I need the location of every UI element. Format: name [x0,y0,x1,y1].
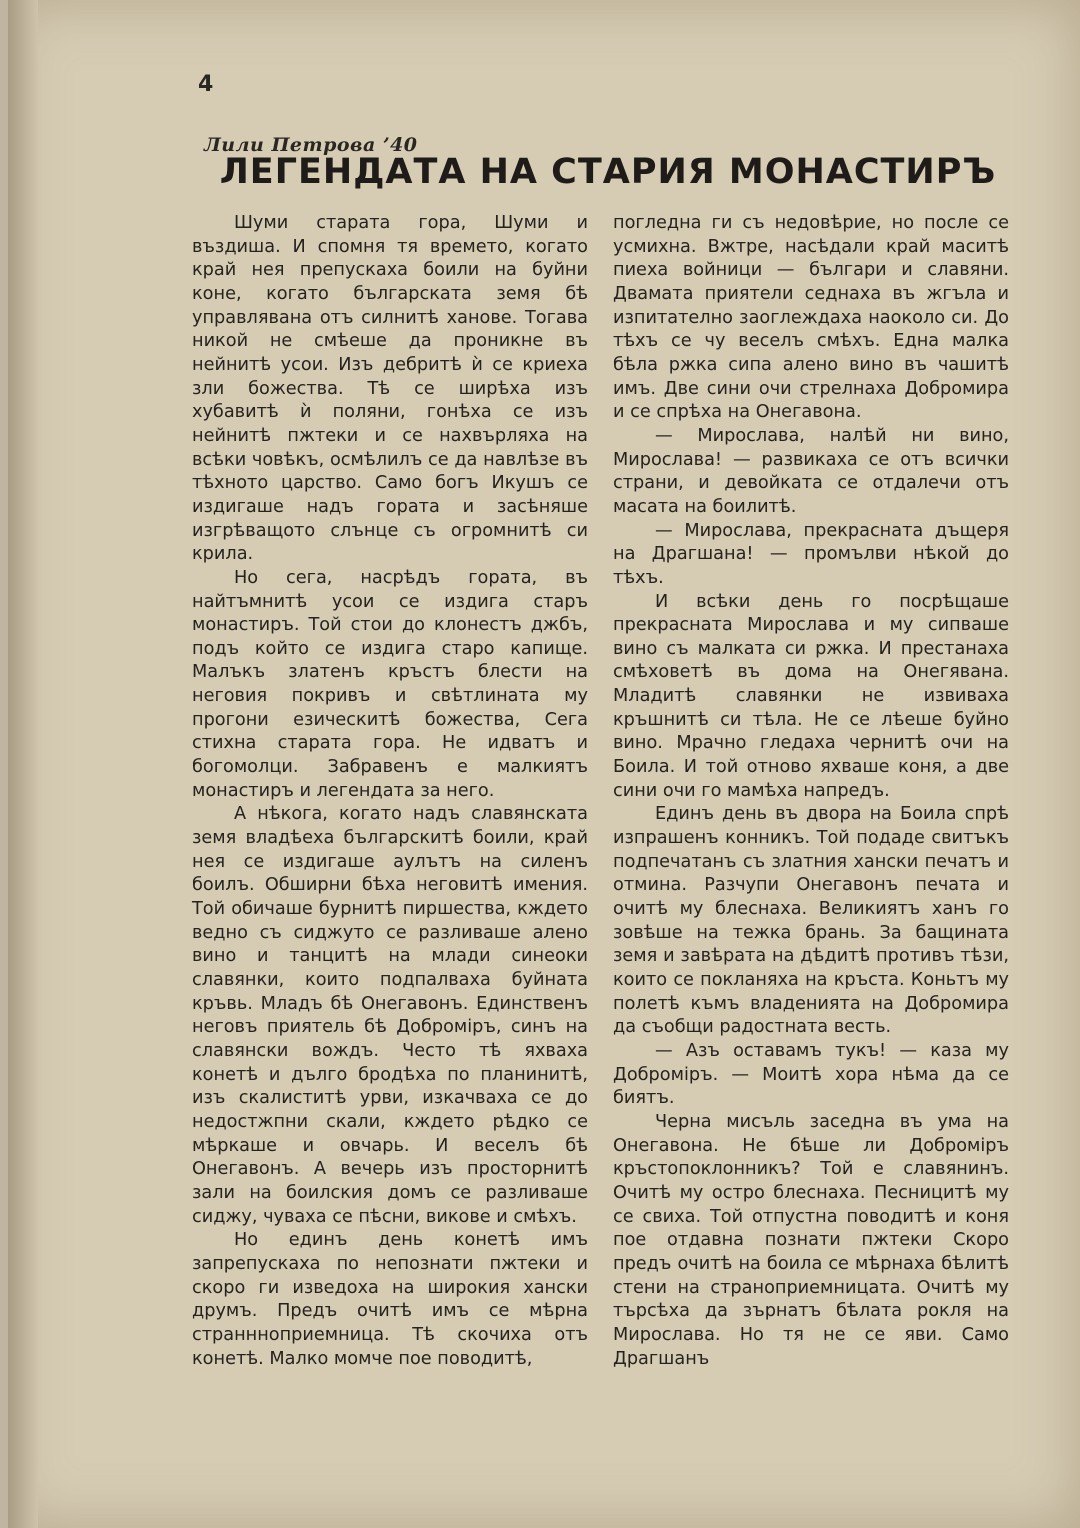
paragraph: погледна ги съ недовѣрие, но после се усмихна. Вжтре, насѣдали край маситѣ пиеха войници — българи и славяни. Двамата приятели седнаха въ жгъла и изпитателно заоглеждаха наоколо си. До тѣхъ се чу веселъ смѣхъ. Една малка бѣла ржка сипа алено вино въ чашитѣ имъ. Две сини очи стрелнаха Добромира и се спрѣха на Онегавона. [613,213,1009,423]
left-column [192,212,588,1371]
page-edge [8,0,38,1528]
paragraph: А нѣкога, когато надъ славянската земя владѣеха българскитѣ боили, край нея се издигаше аулътъ на силенъ боилъ. Обширни бѣха неговитѣ имения. Той обичаше бурнитѣ пиршества, кждето ведно съ сиджуто се разливаше алено вино и танцитѣ на млади синеоки славянки, които подпалваха буйната кръвь. Младъ бѣ Онегавонъ. Единственъ неговъ приятель бѣ Доброміръ, синъ на славянски вождъ. Често тѣ яхваха конетѣ и дълго бродѣха по планинитѣ, изъ скалиститѣ урви, изкачваха се до недостжпни скали, кждето рѣдко се мѣркаше и овчарь. И веселъ бѣ Онегавонъ. А вечерь изъ просторнитѣ зали на боилския домъ се разливаше сиджу, чуваха се пѣсни, викове и смѣхъ. [192,804,588,1227]
article-title: ЛЕГЕНДАТА НА СТАРИЯ МОНАСТИРЪ [219,152,997,192]
author-byline: Лили Петрова ’40 [204,134,418,156]
paragraph: — Мирослава, налѣй ни вино, Мирослава! — развикаха се отъ всички страни, и девойката се отдалечи отъ масата на боилитѣ. [613,425,1009,517]
paragraph: — Азъ оставамъ тукъ! — каза му Доброміръ. — Моитѣ хора нѣма да се биятъ. [613,1040,1009,1109]
paragraph: Черна мисъль заседна въ ума на Онегавона. Не бѣше ли Доброміръ кръстопоклонникъ? Той е славянинъ. Очитѣ му остро блеснаха. Песницитѣ му се свиха. Той отпустна поводитѣ и коня пое отдавна познати пжтеки Скоро предъ очитѣ на боила се мѣрнаха бѣлитѣ стени на страноприемницата. Очитѣ му търсѣха да зърнатъ бѣлата рокля на Мирослава. Но тя не се яви. Само Драгшанъ [613,1111,1009,1369]
paragraph: И всѣки день го посрѣщаше прекрасната Мирослава и му сипваше вино съ малката си ржка. И престанаха смѣховетѣ въ дома на Онегявана. Младитѣ славянки не извиваха кръшнитѣ си тѣла. Не се лѣеше буйно вино. Мрачно гледаха чернитѣ очи на Боила. И той отново яхваше коня, а две сини очи го мамѣха напредъ. [613,591,1009,801]
paragraph: Но единъ день конетѣ имъ запрепускаха по непознати пжтеки и скоро ги изведоха на широкия хански друмъ. Предъ очитѣ имъ се мѣрна страннноприемница. Тѣ скочиха отъ конетѣ. Малко момче пое поводитѣ, [192,1230,588,1369]
paragraph: Единъ день въ двора на Боила спрѣ изпрашенъ конникъ. Той подаде свитъкъ подпечатанъ съ златния хански печатъ и отмина. Разчупи Онегавонъ печата и очитѣ му блеснаха. Великиятъ ханъ го зовѣше на тежка брань. За бащината земя и завѣрата на дѣдитѣ противъ тѣзи, които се покланяха на кръста. Коньтъ му полетѣ къмъ владенията на Добромира да съобщи радостната весть. [613,804,1009,1038]
page-number: 4 [198,72,214,97]
right-column [613,212,1009,1371]
paragraph: Но сега, насрѣдъ гората, въ найтъмнитѣ усои се издига старъ монастиръ. Той стои до клонестъ джбъ, подъ който се издига старо капище. Малъкъ златенъ кръстъ блести на неговия покривъ и свѣтлината му прогони езическитѣ божества, Сега стихна старата гора. Не идватъ и богомолци. Забравенъ е малкиятъ монастиръ и легендата за него. [192,567,588,801]
document-page [8,0,1080,1528]
paragraph: Шуми старата гора, Шуми и въздиша. И спомня тя времето, когато край нея препускаха боили на буйни коне, когато българската земя бѣ управлявана отъ силнитѣ ханове. Тогава никой не смѣеше да проникне въ нейнитѣ усои. Изъ дебритѣ ѝ се криеха зли божества. Тѣ се ширѣха изъ хубавитѣ ѝ поляни, гонѣха се изъ нейнитѣ пжтеки и се нахвърляха на всѣки човѣкъ, осмѣлилъ се да навлѣзе въ тѣхното царство. Само богъ Икушъ се издигаше надъ гората и засѣняше изгрѣващото слънце съ огромнитѣ си крила. [192,213,588,565]
paragraph: — Мирослава, прекрасната дъщеря на Драгшана! — промълви нѣкой до тѣхъ. [613,520,1009,588]
